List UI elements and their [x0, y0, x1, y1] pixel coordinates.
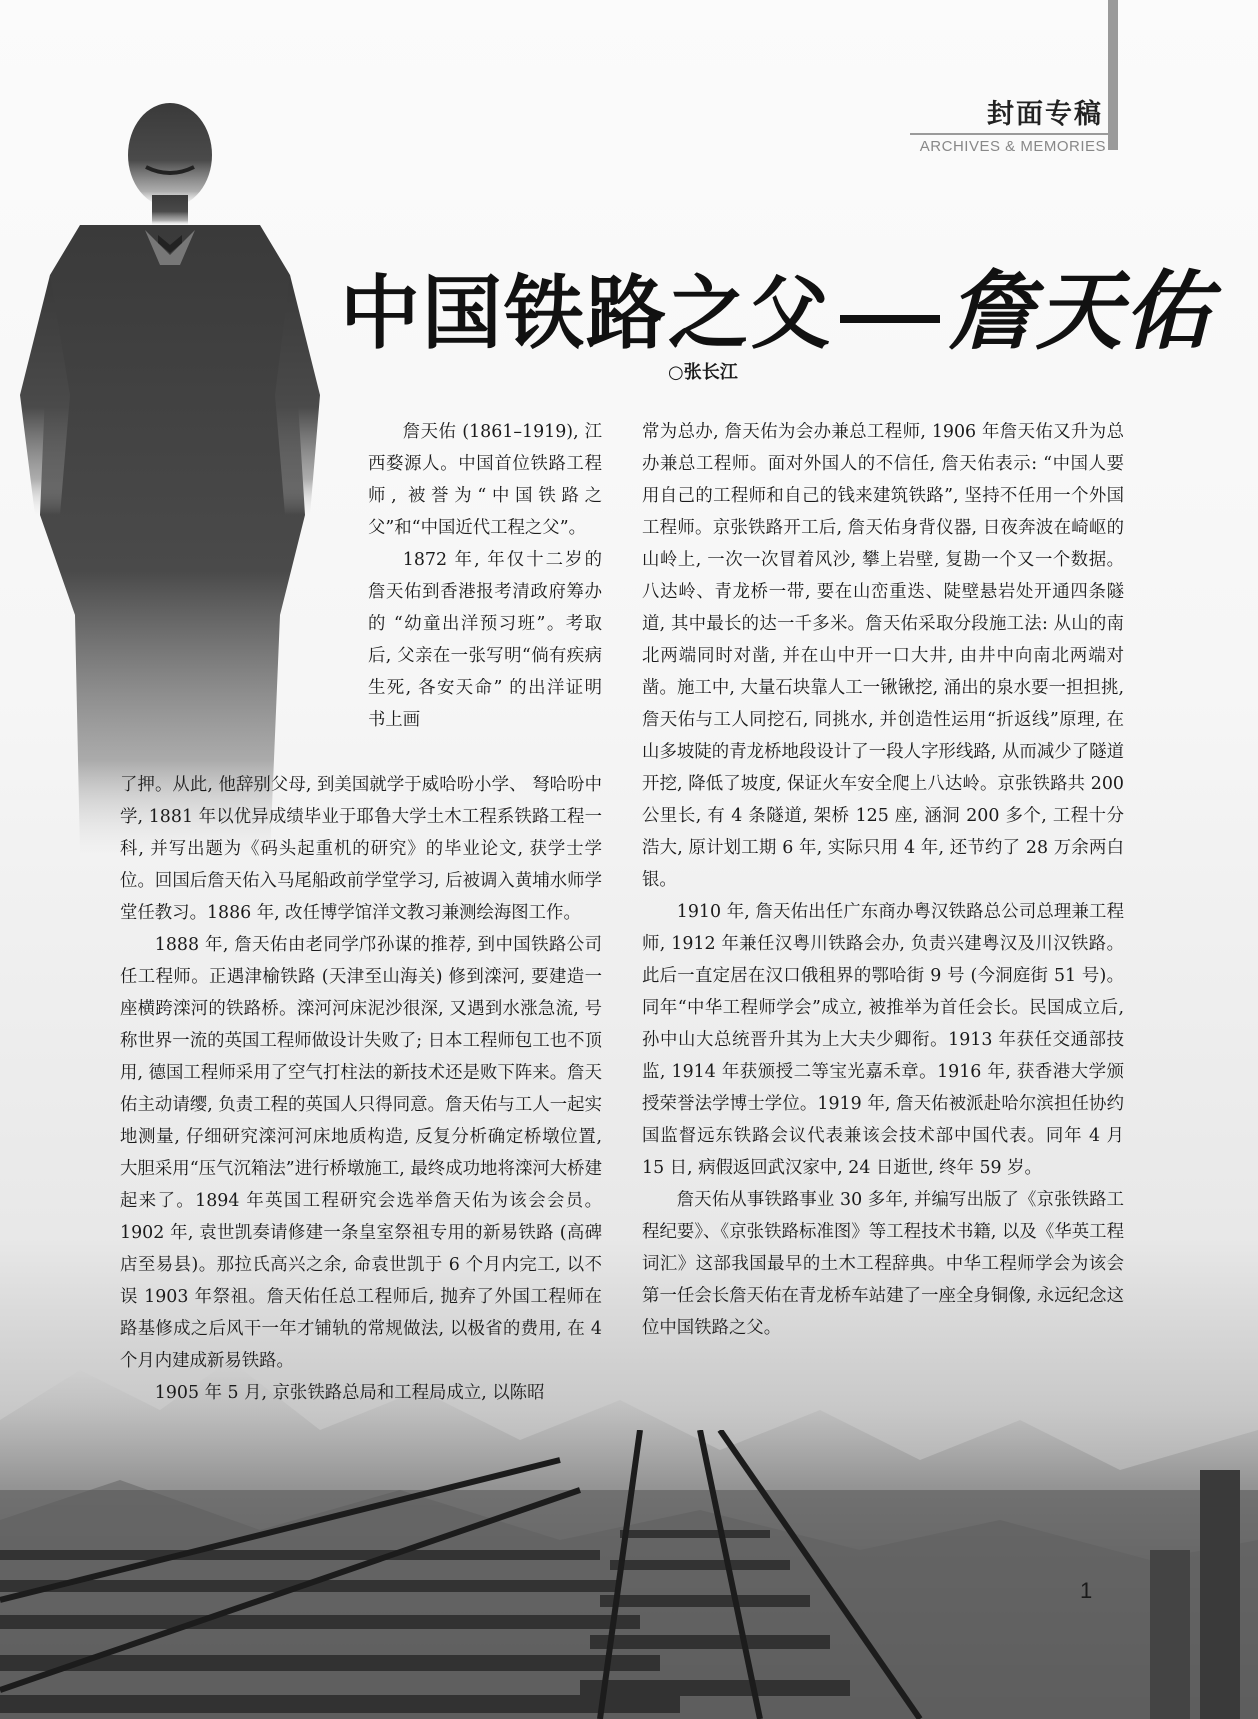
- paragraph: 1910 年, 詹天佑出任广东商办粤汉铁路总公司总理兼工程师, 1912 年兼任汉粤川铁路会办, 负责兴建粤汉及川汉铁路。此后一直定居在汉口俄租界的鄂哈街 9 号 (今洞庭街 51 号)。同年“中华工程师学会”成立, 被推举为首任会长。民国成立后, 孙中山大总统晋升其为上大夫少卿衔。1913 年获任交通部技监, 1914 年获颁授二等宝光嘉禾章。1916 年, 获香港大学颁授荣誉法学博士学位。1919 年, 詹天佑被派赴哈尔滨担任协约国监督远东铁路会议代表兼该会技术部中国代表。同年 4 月 15 日, 病假返回武汉家中, 24 日逝世, 终年 59 岁。: [642, 902, 1124, 1178]
- section-subtitle: ARCHIVES & MEMORIES: [919, 138, 1106, 155]
- railway-tracks-image: [0, 1430, 1258, 1719]
- paragraph-continuation: 常为总办, 詹天佑为会办兼总工程师, 1906 年詹天佑又升为总办兼总工程师。面对外国人的不信任, 詹天佑表示: “中国人要用自己的工程师和自己的钱来建筑铁路”, 坚持不任用一个外国工程师。京张铁路开工后, 詹天佑身背仪器, 日夜奔波在崎岖的山岭上, 一次一次冒着风沙, 攀上岩壁, 复勘一个又一个数据。八达岭、青龙桥一带, 要在山峦重迭、陡壁悬岩处开通四条隧道, 其中最长的达一千多米。詹天佑采取分段施工法: 从山的南北两端同时对凿, 并在山中开一口大井, 由井中向南北两端对凿。施工中, 大量石块靠人工一锹锹挖, 涌出的泉水要一担担挑, 詹天佑与工人同挖石, 同挑水, 并创造性运用“折返线”原理, 在山多坡陡的青龙桥地段设计了一段人字形线路, 从而减少了隧道开挖, 降低了坡度, 保证火车安全爬上八达岭。京张铁路共 200 公里长, 有 4 条隧道, 架桥 125 座, 涵洞 200 多个, 工程十分浩大, 原计划工期 6 年, 实际只用 4 年, 还节约了 28 万余两白银。: [642, 422, 1124, 890]
- article-title-main: 中国铁路之父: [340, 267, 832, 360]
- paragraph: 詹天佑 (1861–1919), 江西婺源人。中国首位铁路工程师, 被誉为“中国铁路之父”和“中国近代工程之父”。: [368, 422, 602, 538]
- title-dash: [840, 315, 940, 323]
- article-title-name: 詹天佑: [948, 261, 1212, 362]
- paragraph: 詹天佑从事铁路事业 30 多年, 并编写出版了《京张铁路工程纪要》、《京张铁路标准图》等工程技术书籍, 以及《华英工程词汇》这部我国最早的土木工程辞典。中华工程师学会为该会第一任会长詹天佑在青龙桥车站建了一座全身铜像, 永远纪念这位中国铁路之父。: [642, 1190, 1124, 1338]
- paragraph: 1888 年, 詹天佑由老同学邝孙谋的推荐, 到中国铁路公司任工程师。正遇津榆铁路 (天津至山海关) 修到滦河, 要建造一座横跨滦河的铁路桥。滦河河床泥沙很深, 又遇到水涨急流, 号称世界一流的英国工程师做设计失败了; 日本工程师包工也不顶用, 德国工程师采用了空气打柱法的新技术还是败下阵来。詹天佑主动请缨, 负责工程的英国人只得同意。詹天佑与工人一起实地测量, 仔细研究滦河河床地质构造, 反复分析确定桥墩位置, 大胆采用“压气沉箱法”进行桥墩施工, 最终成功地将滦河大桥建起来了。1894 年英国工程研究会选举詹天佑为该会会员。1902 年, 袁世凯奏请修建一条皇室祭祖专用的新易铁路 (高碑店至易县)。那拉氏高兴之余, 命袁世凯于 6 个月内完工, 以不误 1903 年祭祖。詹天佑任总工程师后, 抛弃了外国工程师在路基修成之后风干一年才铺轨的常规做法, 以极省的费用, 在 4 个月内建成新易铁路。: [120, 935, 602, 1371]
- paragraph-continuation: 了押。从此, 他辞别父母, 到美国就学于威哈吩小学、 弩哈吩中学, 1881 年以优异成绩毕业于耶鲁大学土木工程系铁路工程一科, 并写出题为《码头起重机的研究》的毕业论文, 获学士学位。回国后詹天佑入马尾船政前学堂学习, 后被调入黄埔水师学堂任教习。1886 年, 改任博学馆洋文教习兼测绘海图工作。: [120, 775, 602, 923]
- header-divider: [910, 133, 1108, 135]
- paragraph: 1905 年 5 月, 京张铁路总局和工程局成立, 以陈昭: [154, 1383, 545, 1403]
- left-column-bottom: [120, 769, 602, 1409]
- right-column: [642, 416, 1124, 1344]
- page-number: 1: [1080, 1578, 1093, 1603]
- left-column-top: [368, 416, 602, 736]
- section-title: 封面专稿: [987, 99, 1103, 130]
- article-title: [340, 242, 1220, 366]
- paragraph: 1872 年, 年仅十二岁的詹天佑到香港报考清政府筹办的 “幼童出洋预习班”。考取后, 父亲在一张写明“倘有疾病生死, 各安天命” 的出洋证明书上画: [368, 550, 602, 730]
- statue-image: [20, 95, 320, 855]
- header-accent-bar: [1108, 0, 1118, 150]
- article-author: ○张长江: [668, 362, 738, 383]
